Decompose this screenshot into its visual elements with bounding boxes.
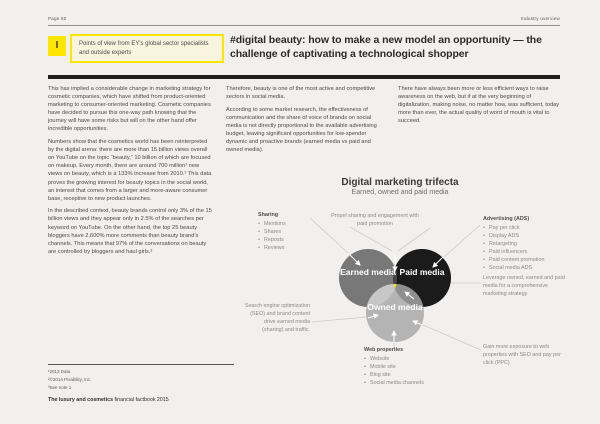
paragraph: In the described context, beauty brands control only 3% of the 15 billion views and they appear only in 2.5% of the searches per keyword on YouTube. On the other hand, the top 25 beauty bloggers have 2,600% more comments than beauty brand’s channels. This means that 97% of the conversations on beauty are controlled by bloggers and haul girls.³ [48, 208, 212, 255]
line-seo [312, 317, 366, 322]
section-marker: I [48, 36, 66, 56]
list-item: • Reposts [258, 236, 318, 244]
points-of-view-note: Points of view from EY's global sector specialists and outside experts [70, 34, 224, 63]
annotation-propel: Propel sharing and engagement with paid promotion [331, 213, 419, 228]
list-item: • Paid content promotion [483, 256, 565, 264]
divider-bar [48, 75, 560, 79]
annotation-sharing [258, 211, 318, 252]
line-propel-left [350, 227, 392, 251]
body-column-3 [398, 85, 560, 130]
annotation-leverage: Leverage owned, earned and paid media for a comprehensive marketing strategy [483, 275, 565, 298]
earned-media-label: Earned media [340, 267, 396, 277]
page-title: #digital beauty: how to make a new model an opportunity — the challenge of captivating a technological shopper [230, 34, 542, 61]
list-item: • Retargeting [483, 240, 565, 248]
list-item: • Pay per click [483, 224, 565, 232]
footnote: ¹2013 Data [48, 369, 71, 374]
paragraph: Therefore, beauty is one of the most active and competitive sectors in social media. [226, 86, 376, 101]
web-properties-list [364, 355, 454, 387]
section-label: Industry overview [520, 16, 560, 21]
list-item: • Mobile site [364, 363, 454, 371]
footer-bold: The luxury and cosmetics [48, 397, 114, 403]
footnote: ²©2014 Pixability, Inc. [48, 377, 92, 383]
footnote: ³See note 1 [48, 385, 72, 391]
advertising-title: Advertising (ADS) [483, 216, 530, 222]
footer-rest: financial factbook 2015 [113, 397, 169, 403]
paragraph: Numbers show that the cosmetics world has been reinterpreted by the digital arena: there are more than 15 billion views overall on YouTube on the topic “beauty,” 10 billion of which are focused on makeup. Every month, there are around 700 million¹ new views on beauty, which is a 133% increase from 2010.² This data proves the growing interest for beauty topics in the social world, an interest that comes from a larger and more-aware consumer base, receptive to new product launches. [48, 139, 212, 202]
body-column-1 [48, 85, 212, 260]
page-number: Page 60 [48, 16, 67, 21]
diagram-subtitle: Earned, owned and paid media [351, 189, 449, 196]
paragraph: There have always been more or less efficient ways to raise awareness on the web, but if at the very beginning of digitalization, making noise, no matter how, was sufficient, today more than ever, the actual quality of word of mouth is vital to succeed. [398, 86, 560, 125]
paragraph: According to some market research, the effectiveness of communication and the share of voice of brands on social media is not directly proportional to the available advertising budget, leaving significant opportunities for low-spender dynamic and proactive brands (earned media vs paid and owned media). [226, 106, 377, 154]
paid-media-label: Paid media [399, 267, 445, 277]
annotation-seo: Search engine optimization (SEO) and brand content drive earned media (sharing) and traffic. [244, 303, 310, 334]
list-item: • Social media ADS [483, 264, 565, 272]
sharing-title: Sharing [258, 212, 279, 218]
web-properties-title: Web properties [364, 347, 404, 353]
annotation-web-properties [364, 346, 454, 387]
list-item: • Website [364, 355, 454, 363]
list-item: • Blog site [364, 371, 454, 379]
owned-media-label: Owned media [367, 302, 423, 312]
list-item: • Reviews [258, 244, 318, 252]
list-item: • Shares [258, 228, 318, 236]
list-item: • Paid influencers [483, 248, 565, 256]
advertising-list [483, 224, 565, 273]
annotation-advertising [483, 215, 565, 272]
diagram-title: Digital marketing trifecta [341, 177, 459, 188]
line-propel-right [398, 228, 430, 251]
annotation-gain: Gain more exposure to web properties with SEO and pay per click (PPC) [483, 344, 561, 367]
body-column-2 [226, 85, 388, 159]
sharing-list [258, 220, 318, 252]
header-rule [48, 25, 560, 26]
footnotes [48, 368, 91, 392]
line-advertising [444, 225, 480, 257]
diagram-heading [250, 177, 550, 196]
list-item: • Mentions [258, 220, 318, 228]
list-item: • Social media channels [364, 379, 454, 387]
list-item: • Display ADS [483, 232, 565, 240]
footnote-rule [48, 364, 234, 365]
paragraph: This has implied a considerable change in marketing strategy for cosmetic companies, which have shifted from product-oriented marketing to consumer-oriented marketing. Cosmetic companies have decided to pursue this one-way path knowing that the journey will have some risks but will on the other hand offer incredible opportunities. [48, 86, 211, 133]
book-footer [48, 397, 169, 403]
